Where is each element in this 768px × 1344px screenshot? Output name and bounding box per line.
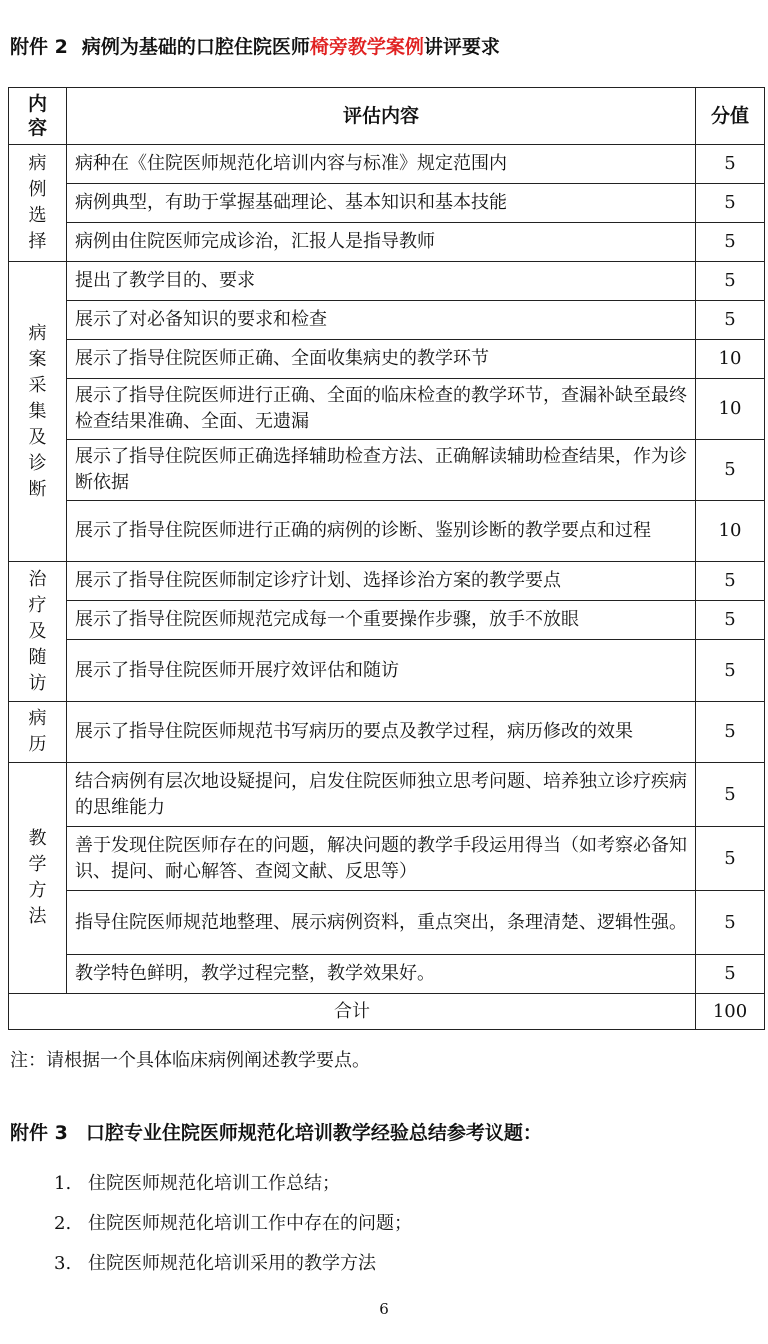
list-item-text: 住院医师规范化培训采用的教学方法: [88, 1253, 376, 1274]
content-cell: 展示了指导住院医师规范书写病历的要点及教学过程，病历修改的效果: [67, 702, 696, 763]
page-number: 6: [379, 1300, 389, 1318]
category-cell: [9, 702, 67, 763]
table-row: [9, 702, 765, 763]
list-item-text: 住院医师规范化培训工作中存在的问题；: [88, 1213, 412, 1234]
table-row: [9, 955, 765, 994]
list-item-number: 3.: [54, 1253, 72, 1274]
score-cell: 5: [696, 440, 765, 501]
table-row: [9, 827, 765, 891]
category-char: 择: [28, 231, 47, 252]
category-cell: [9, 562, 67, 702]
category-char: 例: [28, 179, 47, 200]
content-cell: 提出了教学目的、要求: [67, 262, 696, 301]
score-cell: 5: [696, 301, 765, 340]
table-row: [9, 640, 765, 702]
score-cell: 5: [696, 827, 765, 891]
category-char: 方: [28, 880, 47, 901]
list-item-number: 1.: [54, 1173, 72, 1194]
list-item: [54, 1208, 412, 1248]
table-row: [9, 145, 765, 184]
score-cell: 5: [696, 640, 765, 702]
header-content: 评估内容: [67, 88, 696, 145]
category-char: 教: [28, 828, 47, 849]
table-row: [9, 262, 765, 301]
content-cell: 病例典型，有助于掌握基础理论、基本知识和基本技能: [67, 184, 696, 223]
category-cell: [9, 763, 67, 994]
category-char: 采: [28, 374, 47, 396]
title-text-after: 讲评要求: [423, 36, 500, 58]
table-row: [9, 223, 765, 262]
list-item: [54, 1248, 412, 1288]
content-cell: 病种在《住院医师规范化培训内容与标准》规定范围内: [67, 145, 696, 184]
category-char: 治: [28, 568, 47, 590]
table-row: [9, 340, 765, 379]
appendix-2-label: 附件 2: [10, 36, 68, 58]
category-char: 病: [28, 322, 47, 344]
appendix-3-title: [10, 1118, 542, 1145]
category-char: 诊: [28, 452, 47, 474]
table-note: 注：请根据一个具体临床病例阐述教学要点。: [10, 1050, 370, 1071]
content-cell: 展示了指导住院医师正确、全面收集病史的教学环节: [67, 340, 696, 379]
list-item: [54, 1168, 412, 1208]
category-char: 选: [28, 205, 47, 226]
table-row: [9, 379, 765, 440]
table-row: [9, 501, 765, 562]
category-char: 病: [28, 708, 47, 729]
content-cell: 展示了指导住院医师规范完成每一个重要操作步骤，放手不放眼: [67, 601, 696, 640]
score-cell: 10: [696, 340, 765, 379]
content-cell: 展示了指导住院医师正确选择辅助检查方法、正确解读辅助检查结果，作为诊断依据: [67, 440, 696, 501]
score-cell: 5: [696, 145, 765, 184]
score-cell: 5: [696, 562, 765, 601]
table-row: [9, 601, 765, 640]
evaluation-table: [8, 87, 765, 1030]
total-label: 合计: [9, 994, 696, 1030]
content-cell: 结合病例有层次地设疑提问，启发住院医师独立思考问题、培养独立诊疗疾病的思维能力: [67, 763, 696, 827]
list-item-text: 住院医师规范化培训工作总结；: [88, 1173, 340, 1194]
score-cell: 5: [696, 763, 765, 827]
table-row: [9, 562, 765, 601]
content-cell: 展示了对必备知识的要求和检查: [67, 301, 696, 340]
category-char: 集: [28, 400, 47, 422]
content-cell: 病例由住院医师完成诊治，汇报人是指导教师: [67, 223, 696, 262]
table-row: [9, 301, 765, 340]
table-row: [9, 440, 765, 501]
table-row: [9, 891, 765, 955]
category-char: 访: [28, 672, 47, 694]
content-cell: 教学特色鲜明，教学过程完整，教学效果好。: [67, 955, 696, 994]
category-char: 法: [28, 906, 47, 927]
topic-list: [54, 1168, 412, 1288]
category-char: 历: [28, 734, 47, 755]
category-cell: [9, 262, 67, 562]
table-row: [9, 763, 765, 827]
appendix-3-label: 附件 3: [10, 1122, 68, 1144]
score-cell: 5: [696, 955, 765, 994]
score-cell: 5: [696, 891, 765, 955]
score-cell: 5: [696, 184, 765, 223]
header-score: 分值: [696, 88, 765, 145]
content-cell: 展示了指导住院医师进行正确的病例的诊断、鉴别诊断的教学要点和过程: [67, 501, 696, 562]
content-cell: 指导住院医师规范地整理、展示病例资料，重点突出，条理清楚、逻辑性强。: [67, 891, 696, 955]
total-score: 100: [696, 994, 765, 1030]
content-cell: 善于发现住院医师存在的问题，解决问题的教学手段运用得当（如考察必备知识、提问、耐心解答、查阅文献、反思等）: [67, 827, 696, 891]
content-cell: 展示了指导住院医师进行正确、全面的临床检查的教学环节，查漏补缺至最终检查结果准确、全面、无遗漏: [67, 379, 696, 440]
title-text-highlight: 椅旁教学案例: [309, 36, 424, 58]
category-char: 及: [28, 426, 47, 448]
appendix-2-title: [10, 32, 500, 59]
score-cell: 5: [696, 262, 765, 301]
content-cell: 展示了指导住院医师制定诊疗计划、选择诊治方案的教学要点: [67, 562, 696, 601]
content-cell: 展示了指导住院医师开展疗效评估和随访: [67, 640, 696, 702]
appendix-3-title-text: 口腔专业住院医师规范化培训教学经验总结参考议题：: [85, 1122, 542, 1144]
category-char: 随: [28, 646, 47, 668]
header-category-text: 内 容: [27, 93, 47, 139]
category-char: 疗: [28, 594, 47, 616]
score-cell: 10: [696, 379, 765, 440]
table-header-row: [9, 88, 765, 145]
header-category: [9, 88, 67, 145]
table-row: [9, 184, 765, 223]
category-char: 案: [28, 348, 47, 370]
category-char: 学: [28, 854, 47, 875]
title-text-before: 病例为基础的口腔住院医师: [81, 36, 310, 58]
category-char: 及: [28, 620, 47, 642]
total-row: [9, 994, 765, 1030]
category-cell: [9, 145, 67, 262]
list-item-number: 2.: [54, 1213, 72, 1234]
score-cell: 5: [696, 223, 765, 262]
category-char: 病: [28, 153, 47, 174]
score-cell: 5: [696, 702, 765, 763]
category-char: 断: [28, 478, 47, 500]
score-cell: 5: [696, 601, 765, 640]
score-cell: 10: [696, 501, 765, 562]
